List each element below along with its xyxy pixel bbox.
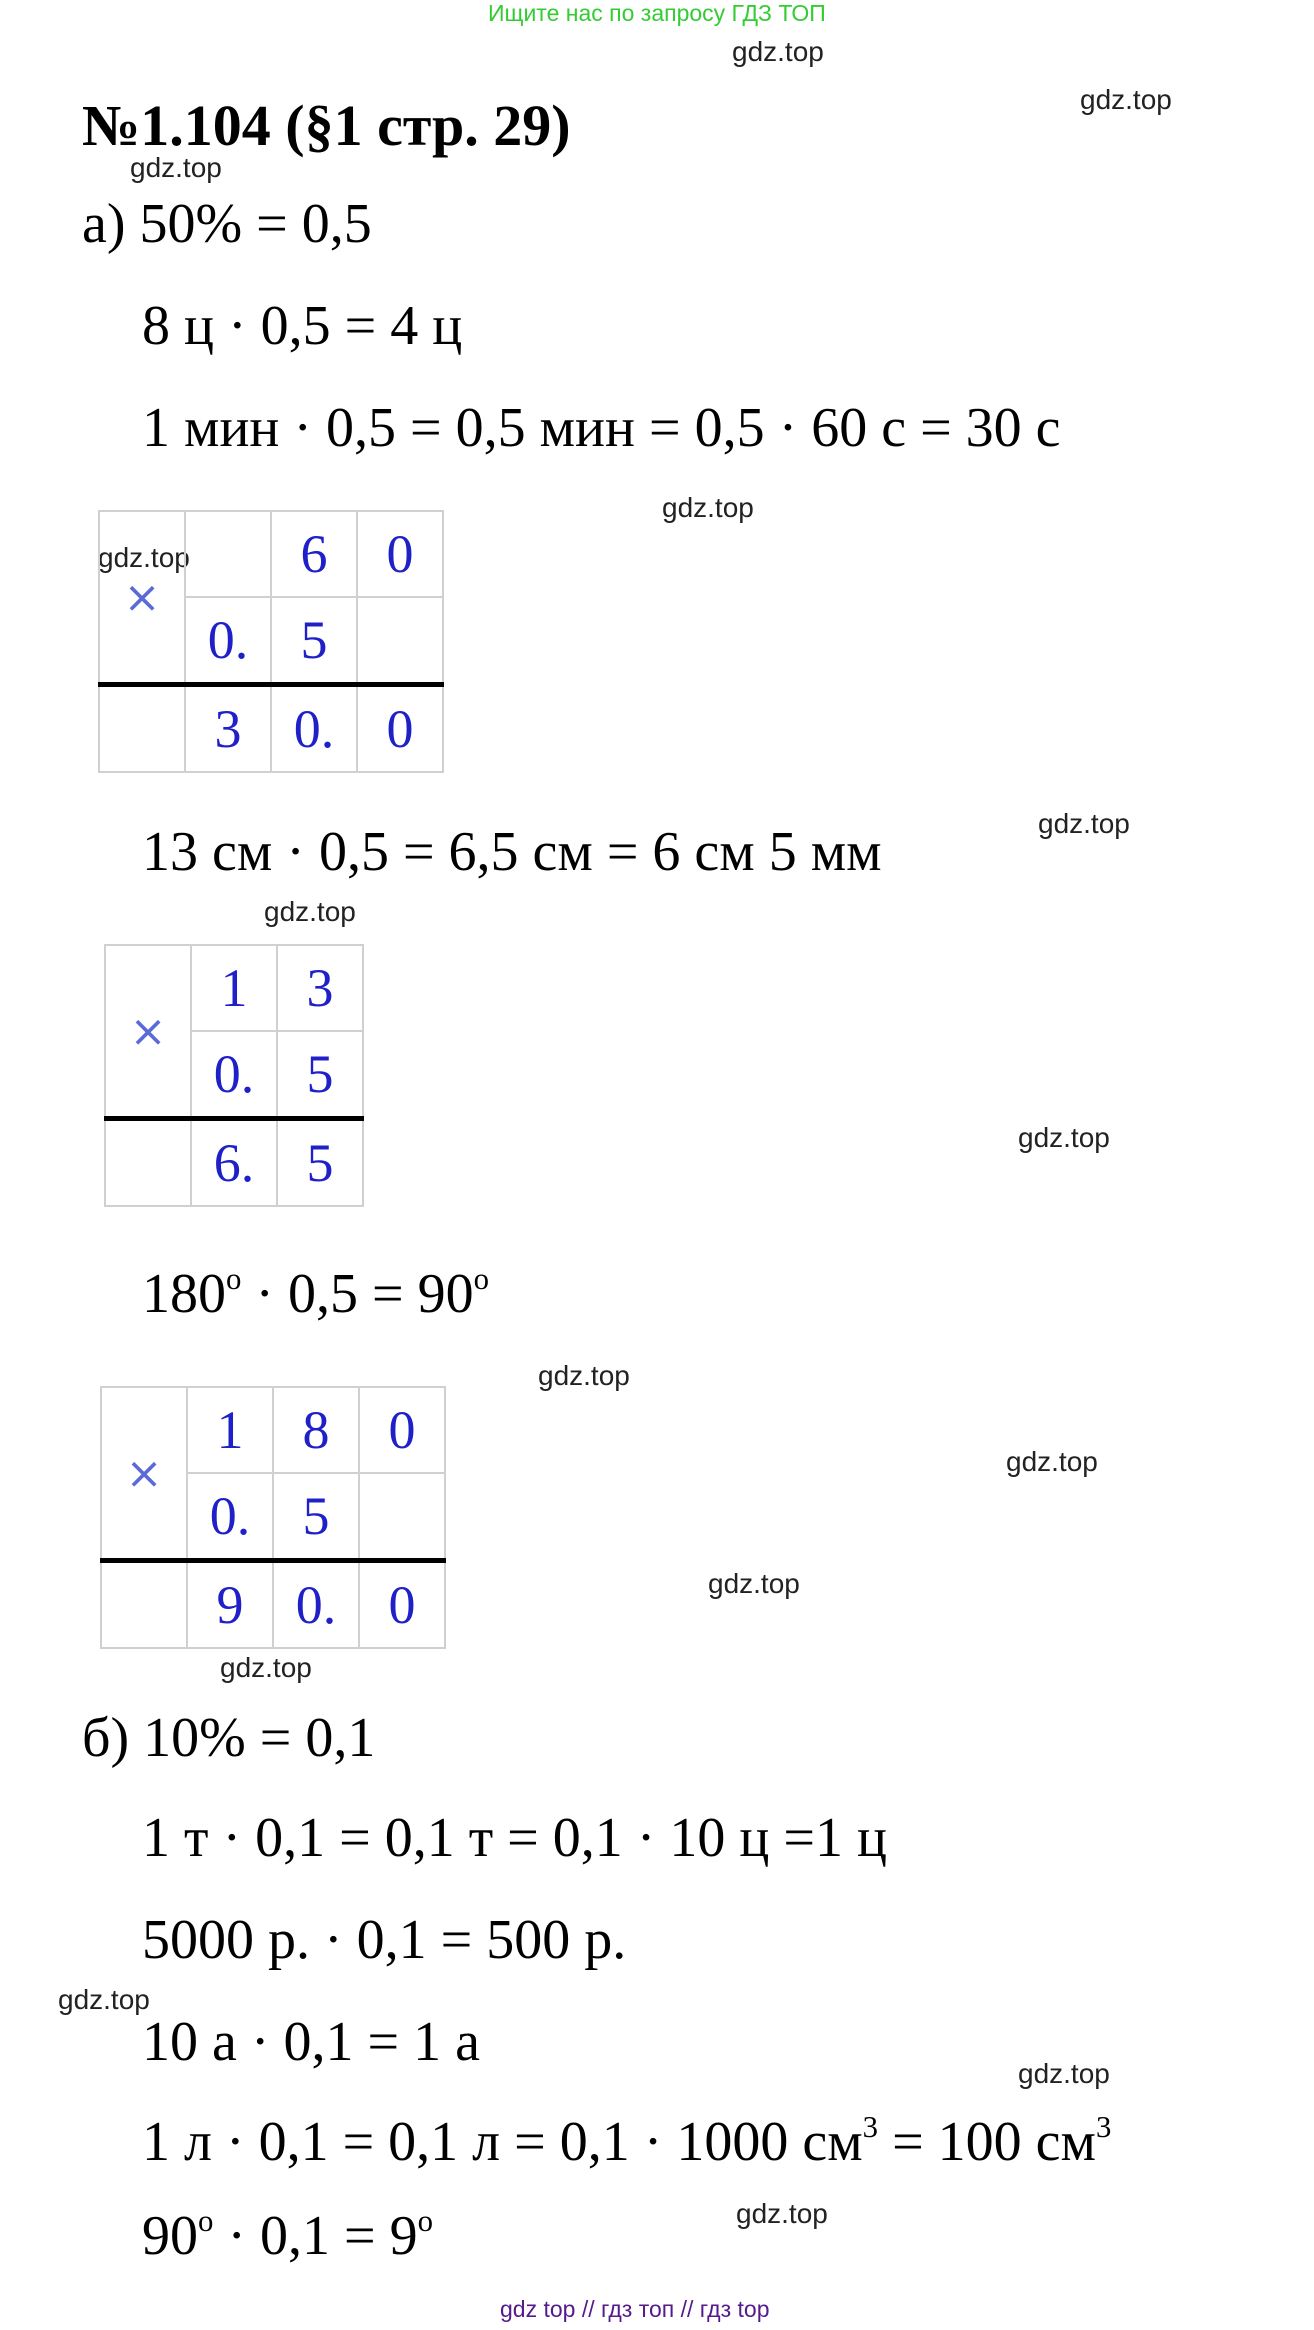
- part-a-line-2: 1 мин · 0,5 = 0,5 мин = 0,5 · 60 с = 30 с: [142, 397, 1061, 459]
- watermark: gdz.top: [1018, 1122, 1110, 1153]
- footer-links[interactable]: gdz top // гдз топ // гдз top: [500, 2296, 770, 2322]
- part-b-line-1: 1 т · 0,1 = 0,1 т = 0,1 · 10 ц =1 ц: [142, 1807, 887, 1869]
- calc-cell: 5: [277, 1031, 363, 1119]
- multiply-sign: ×: [105, 945, 191, 1119]
- part-b-line-5: [142, 2204, 433, 2268]
- expression-start: 1 л · 0,1 = 0,1 л = 0,1 · 1000 см: [142, 2111, 863, 2173]
- part-b-line-2: 5000 р. · 0,1 = 500 р.: [142, 1909, 627, 1971]
- cube-exponent: 3: [862, 2109, 879, 2144]
- watermark: gdz.top: [538, 1360, 630, 1391]
- watermark: gdz.top: [220, 1652, 312, 1683]
- part-a-line-1: 8 ц · 0,5 = 4 ц: [142, 295, 463, 357]
- calc-cell: 0.: [273, 1561, 359, 1649]
- watermark: gdz.top: [732, 36, 824, 67]
- calc-cell: [99, 685, 185, 773]
- expression-rest: · 0,1 = 9: [213, 2205, 418, 2267]
- calc-cell: 0.: [185, 597, 271, 685]
- watermark: gdz.top: [708, 1568, 800, 1599]
- calc-cell: 0: [359, 1561, 445, 1649]
- watermark: gdz.top: [662, 492, 754, 523]
- calc-cell: 0.: [187, 1473, 273, 1561]
- degree-mark: o: [226, 1261, 242, 1296]
- watermark: gdz.top: [1038, 808, 1130, 839]
- calc-cell: [101, 1561, 187, 1649]
- expression-rest: · 0,5 = 90: [241, 1263, 474, 1325]
- part-a-line-4: [142, 1262, 489, 1326]
- calc-cell: 0: [359, 1387, 445, 1473]
- calc-cell: 5: [273, 1473, 359, 1561]
- cube-exponent: 3: [1095, 2109, 1112, 2144]
- part-b-line-4: [142, 2110, 1111, 2174]
- calc-cell: 1: [191, 945, 277, 1031]
- calc-cell: [359, 1473, 445, 1561]
- watermark: gdz.top: [736, 2198, 828, 2229]
- calc-cell: 5: [271, 597, 357, 685]
- multiplication-table-3: [100, 1386, 446, 1649]
- calc-cell: [357, 597, 443, 685]
- angle-value: 90: [142, 2205, 198, 2267]
- watermark: gdz.top: [1006, 1446, 1098, 1477]
- problem-title: №1.104 (§1 стр. 29): [82, 93, 571, 158]
- calc-cell: 6.: [191, 1119, 277, 1207]
- watermark: gdz.top: [1080, 84, 1172, 115]
- angle-value: 180: [142, 1263, 226, 1325]
- calc-cell: 0.: [191, 1031, 277, 1119]
- calc-cell: [105, 1119, 191, 1207]
- calc-cell: 5: [277, 1119, 363, 1207]
- degree-mark: o: [473, 1261, 490, 1296]
- degree-mark: o: [417, 2203, 434, 2238]
- search-banner: Ищите нас по запросу ГДЗ ТОП: [488, 0, 826, 26]
- part-a-line-3: 13 см · 0,5 = 6,5 см = 6 см 5 мм: [142, 821, 882, 883]
- calc-cell: 8: [273, 1387, 359, 1473]
- calc-cell: 0.: [271, 685, 357, 773]
- watermark: gdz.top: [264, 896, 356, 927]
- multiply-sign: ×: [99, 511, 185, 685]
- part-a-heading: а) 50% = 0,5: [82, 193, 372, 255]
- watermark: gdz.top: [1018, 2058, 1110, 2089]
- multiplication-table-1: [98, 510, 444, 773]
- calc-cell: 0: [357, 685, 443, 773]
- multiply-sign: ×: [101, 1387, 187, 1561]
- calc-cell: 1: [187, 1387, 273, 1473]
- part-b-line-3: 10 а · 0,1 = 1 а: [142, 2011, 480, 2073]
- calc-cell: 3: [277, 945, 363, 1031]
- expression-rest: = 100 см: [878, 2111, 1096, 2173]
- part-b-heading: б) 10% = 0,1: [82, 1707, 376, 1769]
- watermark: gdz.top: [58, 1984, 150, 2015]
- calc-cell: 0: [357, 511, 443, 597]
- calc-cell: [185, 511, 271, 597]
- multiplication-table-2: [104, 944, 364, 1207]
- watermark: gdz.top: [98, 542, 190, 573]
- calc-cell: 6: [271, 511, 357, 597]
- degree-mark: o: [198, 2203, 214, 2238]
- calc-cell: 3: [185, 685, 271, 773]
- calc-cell: 9: [187, 1561, 273, 1649]
- watermark: gdz.top: [130, 152, 222, 183]
